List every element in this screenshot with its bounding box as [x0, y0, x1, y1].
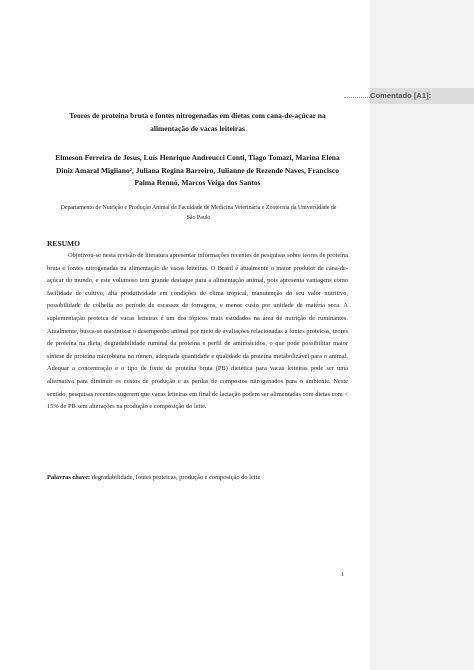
abstract-heading: RESUMO [47, 239, 80, 248]
document-title: Teores de proteína bruta e fontes nitrogenadas em dietas com cana-de-açúcar na alimentação de vacas leiteiras [69, 111, 326, 133]
keywords-text: degradabilidade, fontes proteicas, produção e composição do leite [91, 474, 261, 481]
keywords [47, 472, 348, 483]
affiliation: Departamento de Nutrição e Produção Animal da Faculdade de Medicina Veterinária e Zootecnia da Universidade de São Paulo [60, 205, 337, 221]
keywords-label: Palavras chave: [47, 474, 91, 481]
page-number: 1 [341, 571, 345, 578]
abstract-body [47, 250, 348, 414]
comment-header-label: Comentado [A1]: [370, 91, 432, 100]
abstract-paragraph: Objetivou-se nesta revisão de literatura apresentar informações recentes de pesquisas sobre teores de proteína bruta e fontes nitrogenadas na alimentação de vacas leiteiras. O Brasil é atualmente o maior produtor de cana-de-açúcar do mundo, e este volumoso tem grande destaque para a alimentação animal, pois apresenta vantagens como facilidade de cultivo, alta produtividade em condições de clima tropical, manutenção do seu valor nutritivo, possibilidade de colheita no período de escassez de forragens, e menor custo por unidade de matéria seca. A suplementação proteica de vacas leiteiras é um dos tópicos mais estudados na área de nutrição de ruminantes. Atualmente, busca-se maximizar o desempenho animal por meio de avaliações relacionadas a fontes proteicas, teores de proteína na dieta, degradabilidade ruminal da proteína e perfil de aminoácidos, o que pode possibilitar maior síntese de proteína microbiana no rúmen, adequada quantidade e qualidade da proteína metabolizável para o animal. Adequar a concentração e o tipo de fonte de proteína bruta (PB) dietética para vacas leiteiras pode ser uma alternativa para diminuir os custos de produção e as perdas de compostos nitrogenados para o ambiente. Neste sentido, pesquisas recentes sugerem que vacas leiteiras em final de lactação podem ser alimentadas com dietas com < 15% de PB sem alterações na produção e composição do leite. [47, 252, 348, 411]
comment-anchor-line [344, 97, 370, 98]
author-list: Elmeson Ferreira de Jesus, Luís Henrique Andreucci Conti, Tiago Tomazi, Marina Elena Diniz Amaral Migliano², Juliana Regina Barreiro, Julianne de Rezende Naves, Francisco Palma Rennó, Marcos Veiga dos Santos [55, 153, 340, 188]
